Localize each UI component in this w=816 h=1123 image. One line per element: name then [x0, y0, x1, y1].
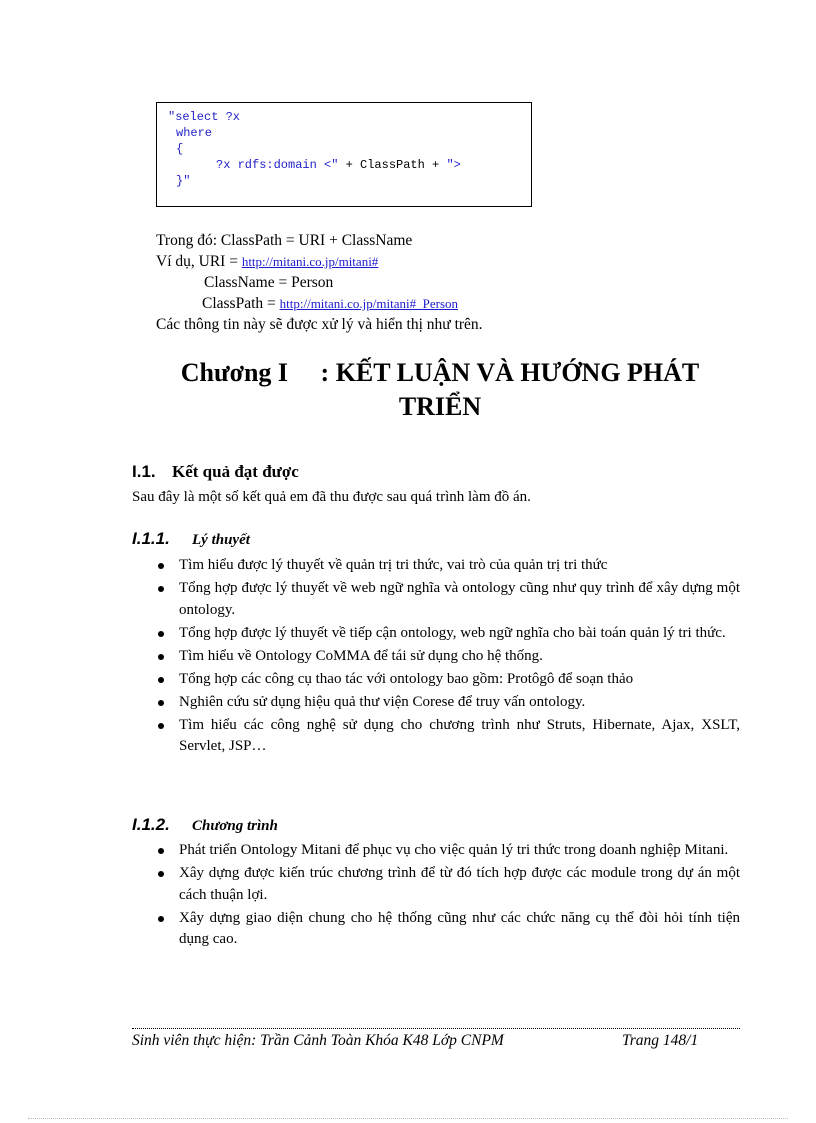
code-line-3: {: [176, 142, 184, 156]
code-line-5: }": [176, 174, 191, 188]
list-item: Nghiên cứu sử dụng hiệu quả thư viện Corese để truy vấn ontology.: [132, 692, 740, 714]
code-line-4: [216, 157, 461, 173]
subsection-heading-program: [132, 815, 278, 835]
intro-line-3: ClassName = Person: [204, 274, 334, 291]
chapter-title-line-2: TRIỂN: [398, 392, 482, 421]
program-list: [132, 840, 740, 952]
uri-link[interactable]: http://mitani.co.jp/mitani#: [241, 254, 379, 269]
code-line-2: where: [176, 126, 213, 140]
section-intro: Sau đây là một số kết quả em đã thu được sau quá trình làm đồ án.: [132, 489, 531, 505]
subsection-title: Chương trình: [192, 818, 278, 834]
subsection-heading-theory: [132, 529, 250, 549]
list-item: Tìm hiểu về Ontology CoMMA để tái sử dụng cho hệ thống.: [132, 646, 740, 668]
classpath-link[interactable]: http://mitani.co.jp/mitani#_Person: [279, 296, 459, 311]
list-item: Tổng hợp các công cụ thao tác với ontology bao gồm: Protôgô để soạn thảo: [132, 669, 740, 691]
footer-divider: [132, 1028, 740, 1029]
footer-page-number: Trang 148/1: [622, 1032, 699, 1049]
code-snippet-box: [156, 102, 532, 207]
code-line-4-var: ?x rdfs:domain <": [216, 158, 339, 172]
chapter-title-line-1: Chương I : KẾT LUẬN VÀ HƯỚNG PHÁT: [180, 358, 700, 387]
subsection-title: Lý thuyết: [192, 532, 250, 548]
theory-list: [132, 555, 740, 759]
page-bottom-divider: [28, 1118, 788, 1119]
intro-line-2: [156, 253, 378, 271]
footer-author: Sinh viên thực hiện: Trần Cảnh Toàn Khóa K48 Lớp CNPM: [132, 1032, 504, 1049]
intro-line-1: Trong đó: ClassPath = URI + ClassName: [156, 232, 413, 249]
subsection-number: I.1.2.: [132, 815, 170, 834]
code-line-1: "select ?x: [168, 110, 241, 124]
section-number: I.1.: [132, 462, 156, 481]
intro-line-4: [202, 295, 458, 313]
code-line-4-end: ">: [446, 158, 461, 172]
list-item: Tìm hiểu các công nghệ sử dụng cho chương trình như Struts, Hibernate, Ajax, XSLT, Servlet, JSP…: [132, 715, 740, 758]
list-item: Phát triển Ontology Mitani để phục vụ cho việc quản lý tri thức trong doanh nghiệp Mitani.: [132, 840, 740, 862]
section-heading: [132, 462, 299, 482]
list-item: Tìm hiểu được lý thuyết về quản trị tri thức, vai trò của quản trị tri thức: [132, 555, 740, 577]
list-item: Tổng hợp được lý thuyết về web ngữ nghĩa và ontology cũng như quy trình để xây dựng một ontology.: [132, 578, 740, 621]
intro-line-5: Các thông tin này sẽ được xử lý và hiển thị như trên.: [156, 316, 483, 333]
list-item: Tổng hợp được lý thuyết về tiếp cận ontology, web ngữ nghĩa cho bài toán quản lý tri thức.: [132, 623, 740, 645]
list-item: Xây dựng được kiến trúc chương trình để từ đó tích hợp được các module trong dự án một cách thuận lợi.: [132, 863, 740, 906]
list-item: Xây dựng giao diện chung cho hệ thống cũng như các chức năng cụ thể đòi hỏi tính tiện dụng cao.: [132, 908, 740, 951]
intro-line-2-prefix: Ví dụ, URI =: [156, 253, 242, 270]
code-line-4-mid: + ClassPath +: [338, 158, 447, 172]
intro-line-4-prefix: ClassPath =: [202, 295, 280, 312]
section-title: Kết quả đạt được: [172, 462, 299, 481]
subsection-number: I.1.1.: [132, 529, 170, 548]
